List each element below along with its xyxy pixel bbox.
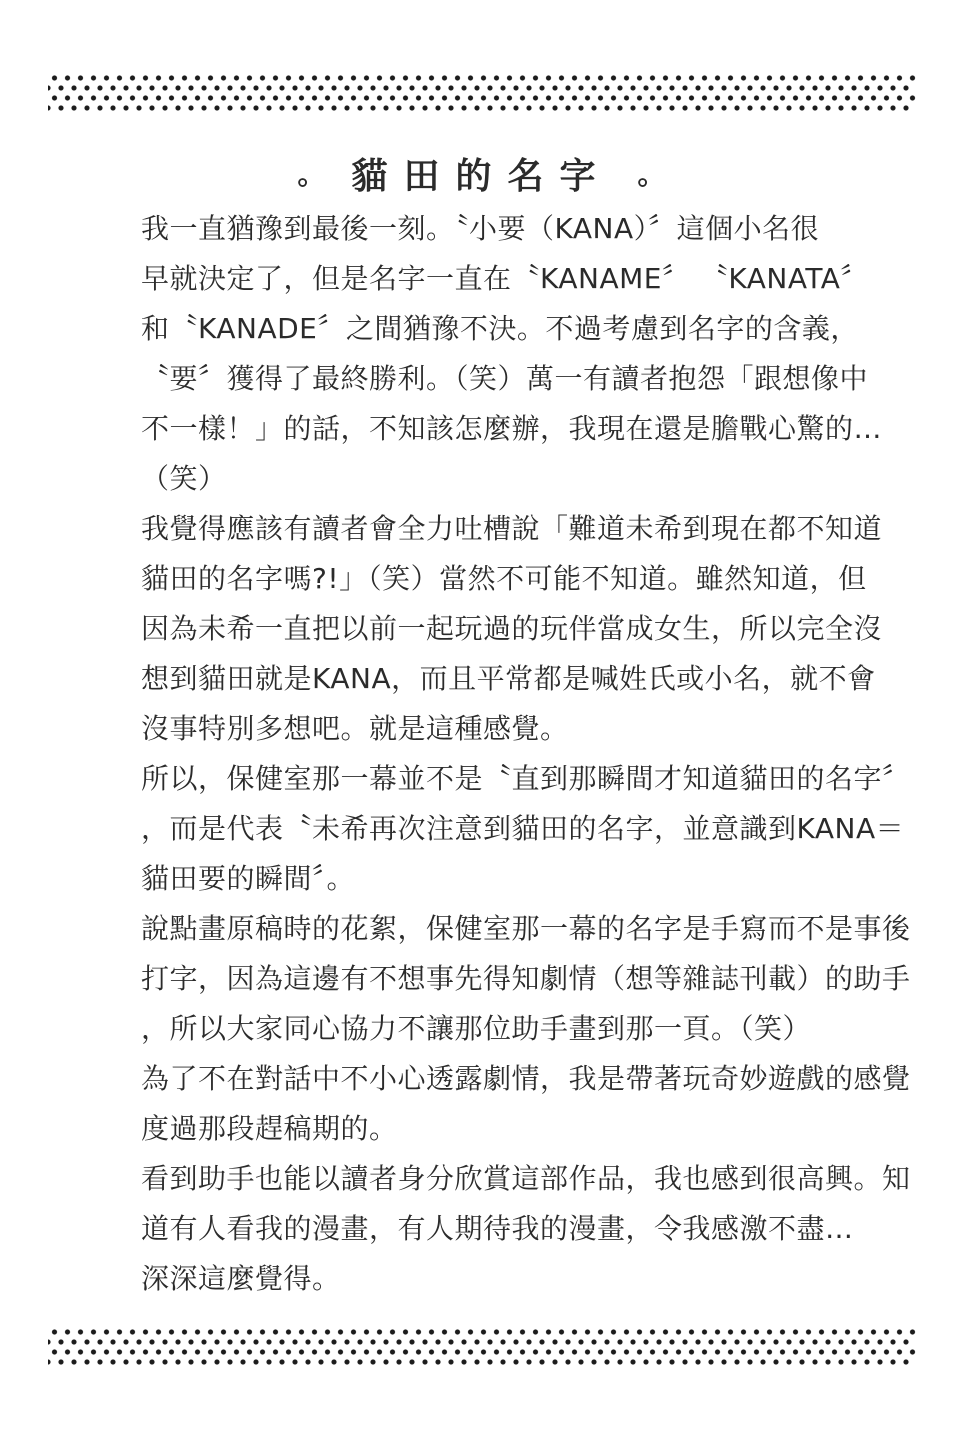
text-line: 所以，保健室那一幕並不是〝直到那瞬間才知道貓田的名字〞 xyxy=(141,762,911,795)
title-left-dot: 。 xyxy=(297,158,326,191)
body-text xyxy=(141,204,921,1304)
text-line: 度過那段趕稿期的。 xyxy=(141,1112,398,1145)
text-line: 打字，因為這邊有不想事先得知劇情（想等雜誌刊載）的助手 xyxy=(141,962,911,995)
text-line: 貓田要的瞬間〞。 xyxy=(141,862,356,895)
text-line: 想到貓田就是KANA，而且平常都是喊姓氏或小名，就不會 xyxy=(141,662,876,695)
text-line: 和〝KANADE〞之間猶豫不決。不過考慮到名字的含義， xyxy=(141,312,859,345)
page-title xyxy=(0,148,963,199)
text-line: 沒事特別多想吧。就是這種感覺。 xyxy=(141,712,569,745)
bottom-dotted-border xyxy=(48,1327,916,1367)
text-line: 不一樣！」的話，不知該怎麼辦，我現在還是膽戰心驚的… xyxy=(141,412,883,445)
text-line: 我一直猶豫到最後一刻。〝小要（KANA）〞這個小名很 xyxy=(141,212,820,245)
text-line: 為了不在對話中不小心透露劇情，我是帶著玩奇妙遊戲的感覺 xyxy=(141,1062,911,1095)
text-line: ，而是代表〝未希再次注意到貓田的名字，並意識到KANA＝ xyxy=(141,812,905,845)
text-line: （笑） xyxy=(141,462,227,495)
title-text: 貓田的名字 xyxy=(351,156,612,197)
text-line: 因為未希一直把以前一起玩過的玩伴當成女生，所以完全沒 xyxy=(141,612,883,645)
text-line: 我覺得應該有讀者會全力吐槽說「難道未希到現在都不知道 xyxy=(141,512,883,545)
top-dotted-border xyxy=(48,73,916,113)
text-line: 看到助手也能以讀者身分欣賞這部作品，我也感到很高興。知 xyxy=(141,1162,911,1195)
text-line: 早就決定了，但是名字一直在〝KANAME〞 〝KANATA〞 xyxy=(141,262,869,295)
text-line: ，所以大家同心協力不讓那位助手畫到那一頁。（笑） xyxy=(141,1012,812,1045)
text-line: 〝要〞獲得了最終勝利。（笑）萬一有讀者抱怨「跟想像中 xyxy=(141,362,869,395)
text-line: 道有人看我的漫畫，有人期待我的漫畫，令我感激不盡… xyxy=(141,1212,854,1245)
text-line: 貓田的名字嗎?!」（笑）當然不可能不知道。雖然知道，但 xyxy=(141,562,867,595)
text-line: 說點畫原稿時的花絮，保健室那一幕的名字是手寫而不是事後 xyxy=(141,912,911,945)
text-line: 深深這麼覺得。 xyxy=(141,1262,341,1295)
title-right-dot: 。 xyxy=(637,158,666,191)
